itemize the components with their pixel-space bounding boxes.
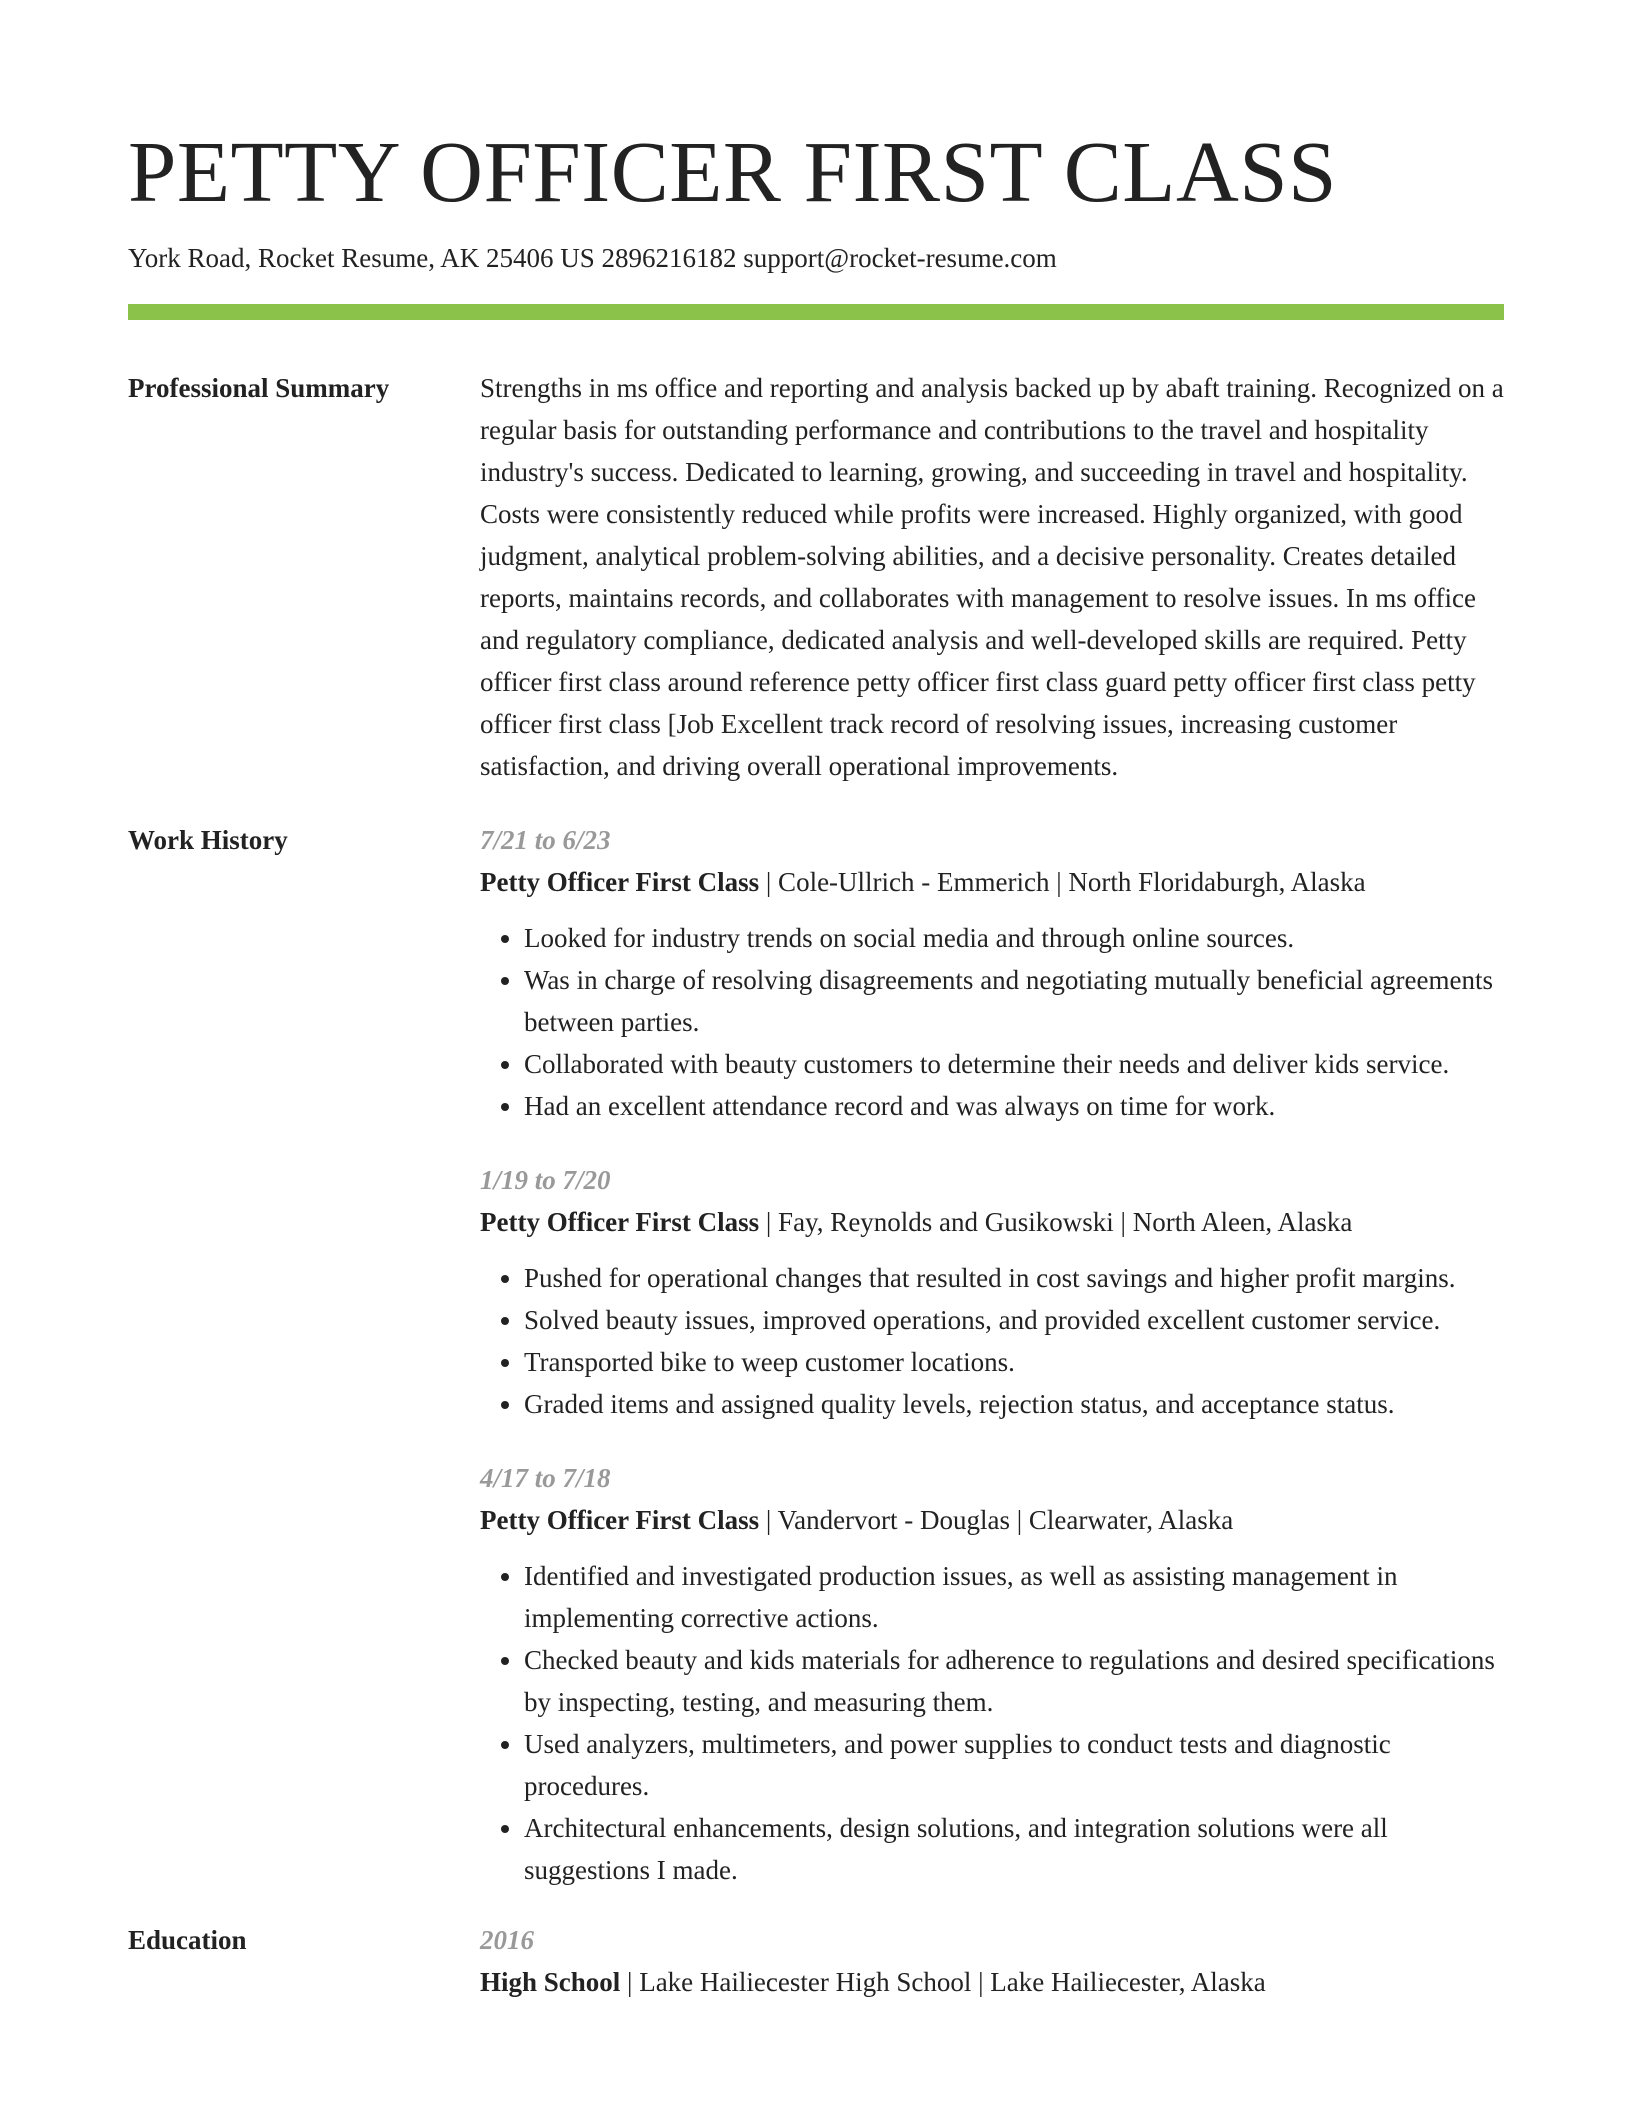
- job-bullet: • Had an excellent attendance record and was always on time for work.: [524, 1085, 1504, 1127]
- education-section: [128, 1919, 1504, 2003]
- job-bullet: • Checked beauty and kids materials for adherence to regulations and desired specifications by inspecting, testing, and measuring them.: [524, 1639, 1504, 1723]
- education-title: High School: [480, 1967, 621, 1997]
- summary-text: Strengths in ms office and reporting and analysis backed up by abaft training. Recognized on a regular basis for outstanding performance and contributions to the travel and hospitality industry's success. Dedicated to learning, growing, and succeeding in travel and hospitality. Costs were consistently reduced while profits were increased. Highly organized, with good judgment, analytical problem-solving abilities, and a decisive personality. Creates detailed reports, maintains records, and collaborates with management to resolve issues. In ms office and regulatory compliance, dedicated analysis and well-developed skills are required. Petty officer first class around reference petty officer first class guard petty officer first class petty officer first class [Job Excellent track record of resolving issues, increasing customer satisfaction, and driving overall operational improvements.: [480, 373, 1504, 781]
- job-date: 4/17 to 7/18: [480, 1463, 611, 1493]
- contact-line: York Road, Rocket Resume, AK 25406 US 2896216182 support@rocket-resume.com: [128, 243, 1057, 273]
- education-date: 2016: [480, 1925, 534, 1955]
- job-title: Petty Officer First Class: [480, 1207, 760, 1237]
- job-entry: [480, 1457, 1504, 1891]
- summary-section: [128, 367, 1504, 787]
- job-details: | Cole-Ullrich - Emmerich | North Floridaburgh, Alaska: [759, 867, 1366, 897]
- summary-label: Professional Summary: [128, 373, 390, 403]
- summary-body: [480, 367, 1504, 787]
- work-history-label: Work History: [128, 825, 288, 855]
- education-details: | Lake Hailiecester High School | Lake Hailiecester, Alaska: [620, 1967, 1266, 1997]
- job-bullet: • Graded items and assigned quality levels, rejection status, and acceptance status.: [524, 1383, 1504, 1425]
- job-entry: [480, 819, 1504, 1127]
- education-title-line: [480, 1961, 1504, 2003]
- job-title: Petty Officer First Class: [480, 867, 760, 897]
- job-bullet: • Transported bike to weep customer locations.: [524, 1341, 1504, 1383]
- job-date: 7/21 to 6/23: [480, 825, 611, 855]
- job-bullet: • Collaborated with beauty customers to determine their needs and deliver kids service.: [524, 1043, 1504, 1085]
- job-title: Petty Officer First Class: [480, 1505, 760, 1535]
- job-title-line: [480, 861, 1504, 903]
- resume-name: PETTY OFFICER FIRST CLASS: [128, 123, 1338, 220]
- header-divider: [128, 304, 1504, 320]
- job-bullet: • Looked for industry trends on social media and through online sources.: [524, 917, 1504, 959]
- job-bullet: • Solved beauty issues, improved operations, and provided excellent customer service.: [524, 1299, 1504, 1341]
- job-bullets: [480, 917, 1504, 1127]
- job-date: 1/19 to 7/20: [480, 1165, 611, 1195]
- job-bullet: • Used analyzers, multimeters, and power supplies to conduct tests and diagnostic procedures.: [524, 1723, 1504, 1807]
- resume-page: [128, 0, 1504, 2003]
- job-bullet: • Was in charge of resolving disagreements and negotiating mutually beneficial agreements between parties.: [524, 959, 1504, 1043]
- job-bullets: [480, 1555, 1504, 1891]
- job-details: | Vandervort - Douglas | Clearwater, Alaska: [759, 1505, 1234, 1535]
- job-title-line: [480, 1499, 1504, 1541]
- job-details: | Fay, Reynolds and Gusikowski | North Aleen, Alaska: [759, 1207, 1353, 1237]
- job-bullets: [480, 1257, 1504, 1425]
- job-title-line: [480, 1201, 1504, 1243]
- job-bullet: • Pushed for operational changes that resulted in cost savings and higher profit margins.: [524, 1257, 1504, 1299]
- job-bullet: • Identified and investigated production issues, as well as assisting management in implementing corrective actions.: [524, 1555, 1504, 1639]
- education-body: [480, 1919, 1504, 2003]
- job-bullet: • Architectural enhancements, design solutions, and integration solutions were all suggestions I made.: [524, 1807, 1504, 1891]
- work-history-section: [128, 819, 1504, 1891]
- job-entry: [480, 1159, 1504, 1425]
- education-label: Education: [128, 1925, 247, 1955]
- work-history-body: [480, 819, 1504, 1891]
